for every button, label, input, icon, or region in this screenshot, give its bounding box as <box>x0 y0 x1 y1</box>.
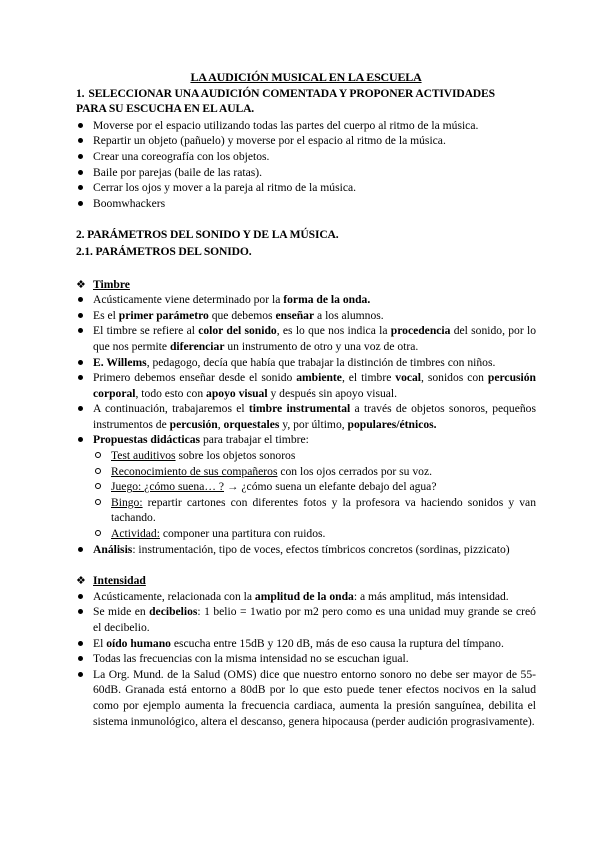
didactic-proposals-list <box>93 448 536 542</box>
list-item: Acústicamente viene determinado por la forma de la onda. <box>76 292 536 308</box>
activities-list <box>76 118 536 212</box>
sub-list-item: Reconocimiento de sus compañeros con los ojos cerrados por su voz. <box>93 464 536 480</box>
list-item: Primero debemos enseñar desde el sonido ambiente, el timbre vocal, sonidos con percusión corporal, todo esto con apoyo visual y después sin apoyo visual. <box>76 370 536 401</box>
intensidad-list <box>76 589 536 729</box>
section-1-heading-line-2: PARA SU ESCUCHA EN EL AULA. <box>76 102 255 116</box>
list-item: Moverse por el espacio utilizando todas las partes del cuerpo al ritmo de la música. <box>76 118 536 134</box>
list-item: El timbre se refiere al color del sonido, es lo que nos indica la procedencia del sonido, por lo que nos permite diferenciar un instrumento de otro y una voz de otra. <box>76 323 536 354</box>
document-title: LA AUDICIÓN MUSICAL EN LA ESCUELA <box>190 70 422 84</box>
diamond-bullet-icon: ❖ <box>76 277 86 291</box>
timbre-heading <box>76 277 536 293</box>
list-item: Repartir un objeto (pañuelo) y moverse por el espacio al ritmo de la música. <box>76 133 536 149</box>
list-item: Propuestas didácticas para trabajar el timbre: Test auditivos sobre los objetos sonoros Reconocimiento de sus compañeros con los ojos cerrados por su voz. Juego: ¿cómo suena… ? → ¿cómo suena un elefante debajo del agua? Bingo: repartir cartones con diferentes fotos y la profesora va haciendo sonidos y van tachando. Actividad: componer una partitura con ruidos. <box>76 432 536 541</box>
intensidad-heading <box>76 573 536 589</box>
list-item: Se mide en decibelios: 1 belio = 1watio por m2 pero como es una unidad muy grande se creó el decibelio. <box>76 604 536 635</box>
intensidad-heading-text: Intensidad <box>93 574 146 588</box>
list-item: A continuación, trabajaremos el timbre instrumental a través de objetos sonoros, pequeños instrumentos de percusión, orquestales y, por último, populares/étnicos. <box>76 401 536 432</box>
sub-list-item: Test auditivos sobre los objetos sonoros <box>93 448 536 464</box>
sub-list-item: Juego: ¿cómo suena… ? → ¿cómo suena un elefante debajo del agua? <box>93 479 536 495</box>
section-2-1-heading: 2.1. PARÁMETROS DEL SONIDO. <box>76 244 252 258</box>
diamond-bullet-icon: ❖ <box>76 574 86 588</box>
sub-list-item: Actividad: componer una partitura con ruidos. <box>93 526 536 542</box>
timbre-heading-text: Timbre <box>93 277 130 291</box>
list-item: Análisis: instrumentación, tipo de voces, efectos tímbricos concretos (sordinas, pizzicato) <box>76 542 536 558</box>
section-2-heading: 2. PARÁMETROS DEL SONIDO Y DE LA MÚSICA. <box>76 228 339 242</box>
section-1-heading-line-1: SELECCIONAR UNA AUDICIÓN COMENTADA Y PROPONER ACTIVIDADES <box>88 86 495 100</box>
list-item: Baile por parejas (baile de las ratas). <box>76 165 536 181</box>
list-item: Crear una coreografía con los objetos. <box>76 149 536 165</box>
list-item: Es el primer parámetro que debemos enseñar a los alumnos. <box>76 308 536 324</box>
sub-list-item: Bingo: repartir cartones con diferentes fotos y la profesora va haciendo sonidos y van tachando. <box>93 495 536 526</box>
list-item: El oído humano escucha entre 15dB y 120 dB, más de eso causa la ruptura del tímpano. <box>76 636 536 652</box>
section-1-heading <box>76 86 536 117</box>
list-item: Cerrar los ojos y mover a la pareja al ritmo de la música. <box>76 180 536 196</box>
list-item: La Org. Mund. de la Salud (OMS) dice que nuestro entorno sonoro no debe ser mayor de 55-60dB. Granada está entorno a 80dB por lo que esto puede tener efectos nocivos en la salud como por ejemplo aumenta la frecuencia cardiaca, aumenta la presión sanguínea, debilita el sistema inmunológico, altera el descanso, genera hipocausa (perder audición prograsivamente). <box>76 667 536 729</box>
list-item: Boomwhackers <box>76 196 536 212</box>
section-1-number: 1. <box>76 86 85 100</box>
timbre-list <box>76 292 536 557</box>
list-item: Todas las frecuencias con la misma intensidad no se escuchan igual. <box>76 651 536 667</box>
list-item: E. Willems, pedagogo, decía que había que trabajar la distinción de timbres con niños. <box>76 355 536 371</box>
list-item: Acústicamente, relacionada con la amplitud de la onda: a más amplitud, más intensidad. <box>76 589 536 605</box>
